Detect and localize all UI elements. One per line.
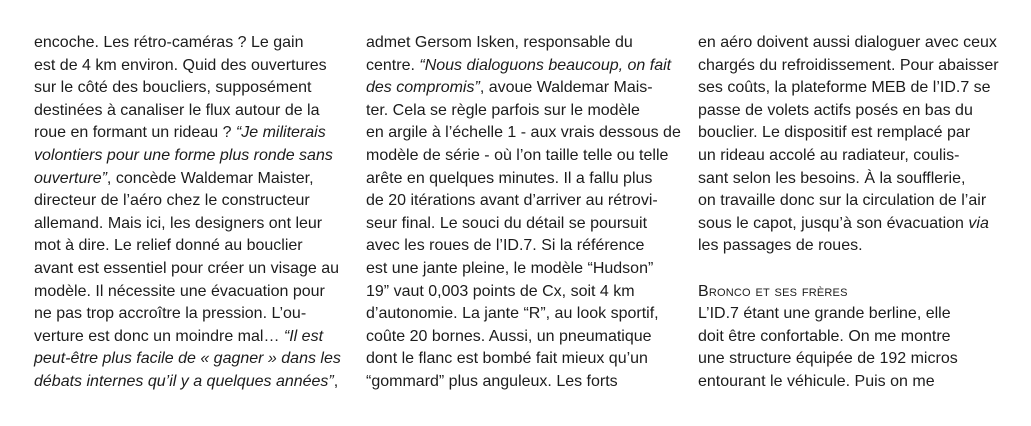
body-text: roue en formant un rideau ? [34, 124, 236, 142]
text-column-2 [366, 32, 681, 394]
text-line [34, 281, 341, 304]
text-line [34, 213, 341, 236]
text-line [366, 235, 681, 258]
text-line [698, 326, 999, 349]
body-text: est une jante pleine, le modèle “Hudson” [366, 259, 654, 277]
text-line [698, 348, 999, 371]
text-line [698, 235, 999, 258]
body-text: admet Gersom Isken, responsable du [366, 34, 633, 51]
body-text: centre. [366, 56, 420, 74]
text-line [34, 348, 341, 371]
quote-text: volontiers pour une forme plus ronde sans [34, 146, 333, 164]
body-text: coûte 20 bornes. Aussi, un pneumatique [366, 327, 652, 345]
body-text: d’autonomie. La jante “R”, au look sportif, [366, 305, 659, 323]
body-text: un rideau accolé au radiateur, coulis- [698, 146, 960, 164]
text-column-3 [698, 32, 999, 394]
body-text: directeur de l’aéro chez le constructeur [34, 192, 310, 210]
text-line [366, 303, 681, 326]
text-line [698, 213, 999, 236]
text-line [366, 213, 681, 236]
body-text: 19” vaut 0,003 points de Cx, soit 4 km [366, 282, 635, 300]
text-line [698, 190, 999, 213]
body-text: arête en quelques minutes. Il a fallu plus [366, 169, 653, 187]
text-line [34, 168, 341, 191]
body-text: les passages de roues. [698, 237, 863, 255]
text-line [366, 55, 681, 78]
text-line [34, 190, 341, 213]
text-line [34, 303, 341, 326]
text-line [34, 100, 341, 123]
body-text: est de 4 km environ. Quid des ouvertures [34, 56, 327, 74]
body-text: modèle de série - où l’on taille telle ou telle [366, 146, 669, 164]
text-line [366, 258, 681, 281]
body-text: sur le côté des boucliers, supposément [34, 79, 312, 97]
text-line [698, 122, 999, 145]
quote-text: débats internes qu’il y a quelques années” [34, 372, 334, 390]
quote-text: peut-être plus facile de « gagner » dans les [34, 350, 341, 368]
body-text: “gommard” plus anguleux. Les forts [366, 372, 618, 390]
body-text: ses coûts, la plateforme MEB de l’ID.7 se [698, 79, 991, 97]
text-line [366, 145, 681, 168]
body-text: , avoue Waldemar Mais- [479, 79, 653, 97]
body-text: mot à dire. Le relief donné au bouclier [34, 237, 303, 255]
text-line [698, 371, 999, 394]
body-text: doit être confortable. On me montre [698, 327, 951, 345]
text-line [366, 100, 681, 123]
text-line [366, 281, 681, 304]
text-line [366, 122, 681, 145]
text-line [366, 32, 681, 55]
text-line [698, 303, 999, 326]
body-text: avant est essentiel pour créer un visage au [34, 259, 340, 277]
body-text: L’ID.7 étant une grande berline, elle [698, 305, 951, 323]
quote-text: “Il est [283, 327, 324, 345]
quote-text: des compromis” [366, 79, 480, 97]
text-line [366, 77, 681, 100]
quote-text: via [968, 214, 989, 232]
body-text: en argile à l’échelle 1 - aux vrais dessous de [366, 124, 681, 142]
text-line [34, 326, 341, 349]
text-line [34, 55, 341, 78]
text-line [34, 145, 341, 168]
text-line [698, 145, 999, 168]
heading-text: Bronco et ses frères [698, 282, 848, 300]
body-text: passe de volets actifs posés en bas du [698, 101, 973, 119]
quote-text: ouverture” [34, 169, 107, 187]
text-line [698, 77, 999, 100]
text-line [698, 100, 999, 123]
body-text: chargés du refroidissement. Pour abaisser [698, 56, 999, 74]
body-text: , [333, 372, 339, 390]
text-line [698, 32, 999, 55]
body-text: ne pas trop accroître la pression. L’ou- [34, 305, 307, 323]
text-line [366, 371, 681, 394]
text-line [34, 32, 341, 55]
body-text: destinées à canaliser le flux autour de la [34, 101, 320, 119]
quote-text: “Je militerais [235, 124, 326, 142]
paragraph-gap [698, 258, 999, 281]
text-line [366, 190, 681, 213]
body-text: sant selon les besoins. À la soufflerie, [698, 169, 966, 187]
text-line [34, 371, 341, 394]
text-line [366, 168, 681, 191]
section-heading [698, 281, 999, 304]
text-line [34, 77, 341, 100]
body-text: seur final. Le souci du détail se poursuit [366, 214, 648, 232]
body-text: , concède Waldemar Maister, [106, 169, 314, 187]
body-text: verture est donc un moindre mal… [34, 327, 284, 345]
body-text: on travaille donc sur la circulation de l’air [698, 192, 987, 210]
body-text: sous le capot, jusqu’à son évacuation [698, 214, 969, 232]
text-column-1 [34, 32, 341, 394]
body-text: ter. Cela se règle parfois sur le modèle [366, 101, 640, 119]
text-line [34, 235, 341, 258]
text-line [34, 258, 341, 281]
body-text: allemand. Mais ici, les designers ont leur [34, 214, 323, 232]
body-text: entourant le véhicule. Puis on me [698, 372, 935, 390]
body-text: modèle. Il nécessite une évacuation pour [34, 282, 325, 300]
body-text: avec les roues de l’ID.7. Si la référence [366, 237, 645, 255]
quote-text: “Nous dialoguons beaucoup, on fait [419, 56, 672, 74]
body-text: bouclier. Le dispositif est remplacé par [698, 124, 971, 142]
body-text: dont le flanc est bombé fait mieux qu’un [366, 350, 648, 368]
text-line [698, 55, 999, 78]
text-line [698, 168, 999, 191]
text-line [366, 348, 681, 371]
body-text: en aéro doivent aussi dialoguer avec ceux [698, 34, 997, 51]
text-line [34, 122, 341, 145]
body-text: de 20 itérations avant d’arriver au rétrovi- [366, 192, 658, 210]
text-line [366, 326, 681, 349]
body-text: encoche. Les rétro-caméras ? Le gain [34, 34, 304, 51]
body-text: une structure équipée de 192 micros [698, 350, 958, 368]
